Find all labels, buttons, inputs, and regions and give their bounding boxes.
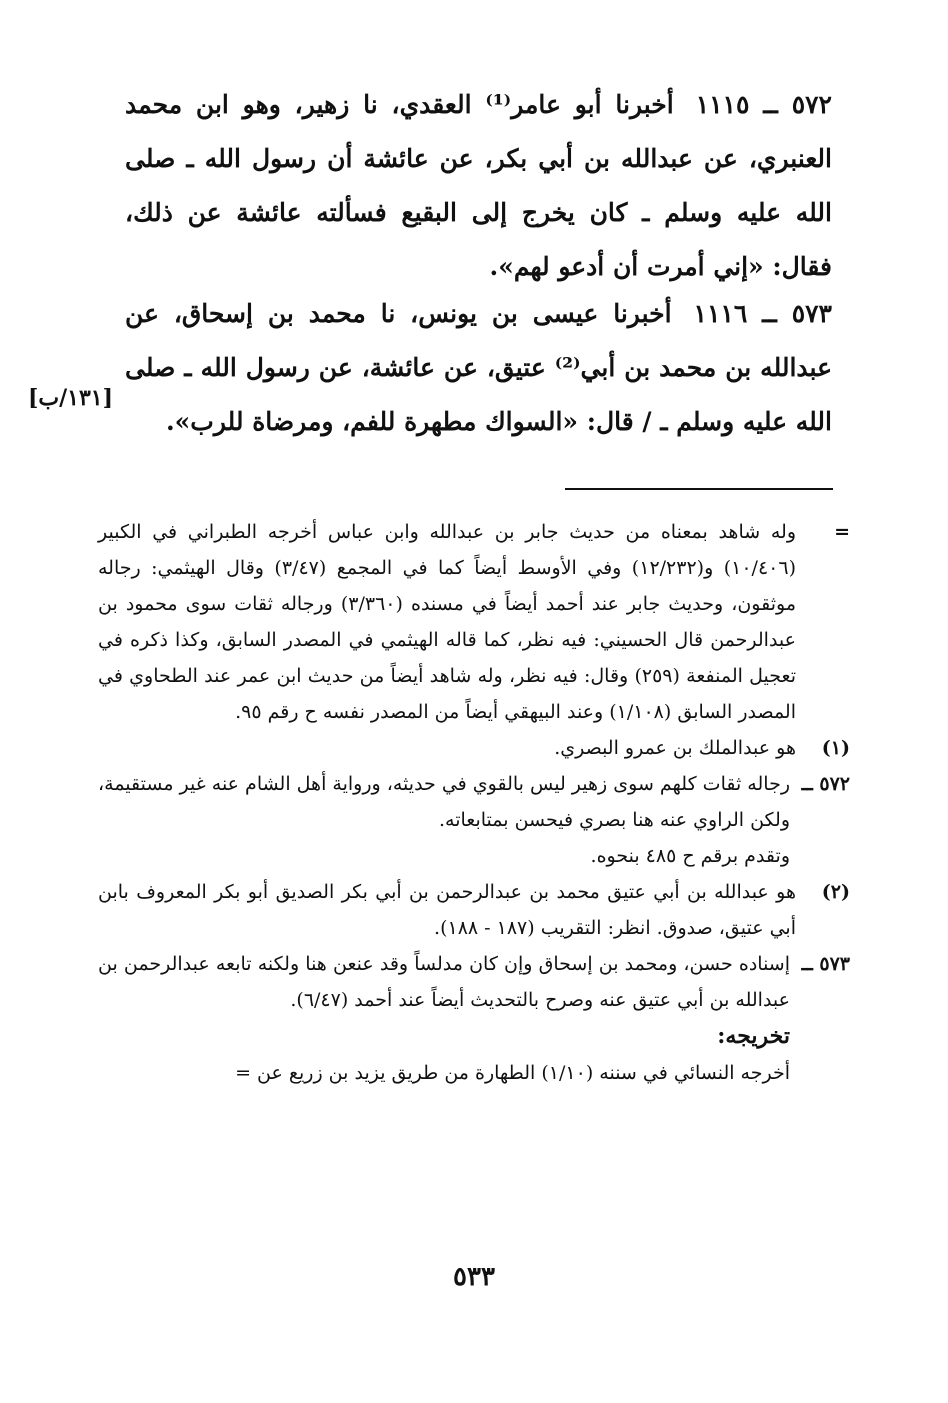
footnote-1 [60,730,850,766]
takhrij-heading: تخريجه: [717,1023,790,1049]
footnote-marker: ٥٧٢ ــ [801,773,850,795]
hadith-number: ٥٧٣ ــ ١١١٦ [693,299,832,328]
footnote-text: رجاله ثقات كلهم سوى زهير ليس بالقوي في حديثه، ورواية أهل الشام عنه غير مستقيمة، ولكن الراوي عنه هنا بصري فيحسن بمتابعاته. [98,773,790,831]
footnote-text: إسناده حسن، ومحمد بن إسحاق وإن كان مدلساً وقد عنعن هنا ولكنه تابعه عبدالرحمن بن عبدالله بن أبي عتيق عنه وصرح بالتحديث أيضاً عند أحمد (٦/٤٧). [98,953,790,1011]
continuation-mark: = [834,521,850,543]
footnote-text: هو عبدالله بن أبي عتيق محمد بن عبدالرحمن بن أبي بكر الصديق أبو بكر المعروف بابن أبي عتيق، صدوق. انظر: التقريب (١٨٧ - ١٨٨). [98,881,796,939]
hadith-text: أخبرنا أبو عامر⁽¹⁾ العقدي، نا زهير، وهو ابن محمد العنبري، عن عبدالله بن أبي بكر، عن عائشة أن رسول الله ـ صلى الله عليه وسلم ـ كان يخرج إلى البقيع فسألته عائشة عن ذلك، فقال: «إني أمرت أن أدعو لهم». [125,90,832,281]
footnote-marker: ٥٧٣ ــ [801,953,850,975]
hadith-573 [125,287,832,449]
manuscript-folio-marker: [١٣١/ب] [28,385,114,411]
footnote-marker: (٢) [821,881,850,903]
footnote-572 [60,766,850,874]
footnote-marker: (١) [821,737,850,759]
footnote-text: هو عبدالملك بن عمرو البصري. [554,737,796,759]
hadith-572 [125,78,832,294]
hadith-text: أخبرنا عيسى بن يونس، نا محمد بن إسحاق، عن عبدالله بن محمد بن أبي⁽²⁾ عتيق، عن عائشة، عن رسول الله ـ صلى الله عليه وسلم ـ / قال: «السواك مطهرة للفم، ومرضاة للرب». [125,299,832,436]
footnote-text-extra: وتقدم برقم ح ٤٨٥ بنحوه. [590,845,790,867]
footnote-573 [60,946,850,1091]
page-number: ٥٣٣ [453,1262,495,1292]
footnote-divider [565,488,833,490]
footnotes [60,514,850,1091]
hadith-number: ٥٧٢ ــ ١١١٥ [695,90,832,119]
footnote-continuation [60,514,850,730]
footnote-2 [60,874,850,946]
footnote-text-last: أخرجه النسائي في سننه (١/١٠) الطهارة من طريق يزيد بن زريع عن = [235,1062,790,1084]
footnote-text: وله شاهد بمعناه من حديث جابر بن عبدالله وابن عباس أخرجه الطبراني في الكبير (١٠/٤٠٦) و(١٢/٢٣٢) وفي الأوسط أيضاً كما في المجمع (٣/٤٧) وقال الهيثمي: رجاله موثقون، وحديث جابر عند أحمد أيضاً في مسنده (٣/٣٦٠) ورجاله ثقات سوى محمود بن عبدالرحمن قال الحسيني: فيه نظر، كما قاله الهيثمي في المصدر السابق، وكذا ذكره في تعجيل المنفعة (٢٥٩) وقال: فيه نظر، وله شاهد أيضاً من حديث ابن عمر عند الطحاوي في المصدر السابق (١/١٠٨) وعند البيهقي أيضاً من المصدر نفسه ح رقم ٩٥. [98,521,797,723]
